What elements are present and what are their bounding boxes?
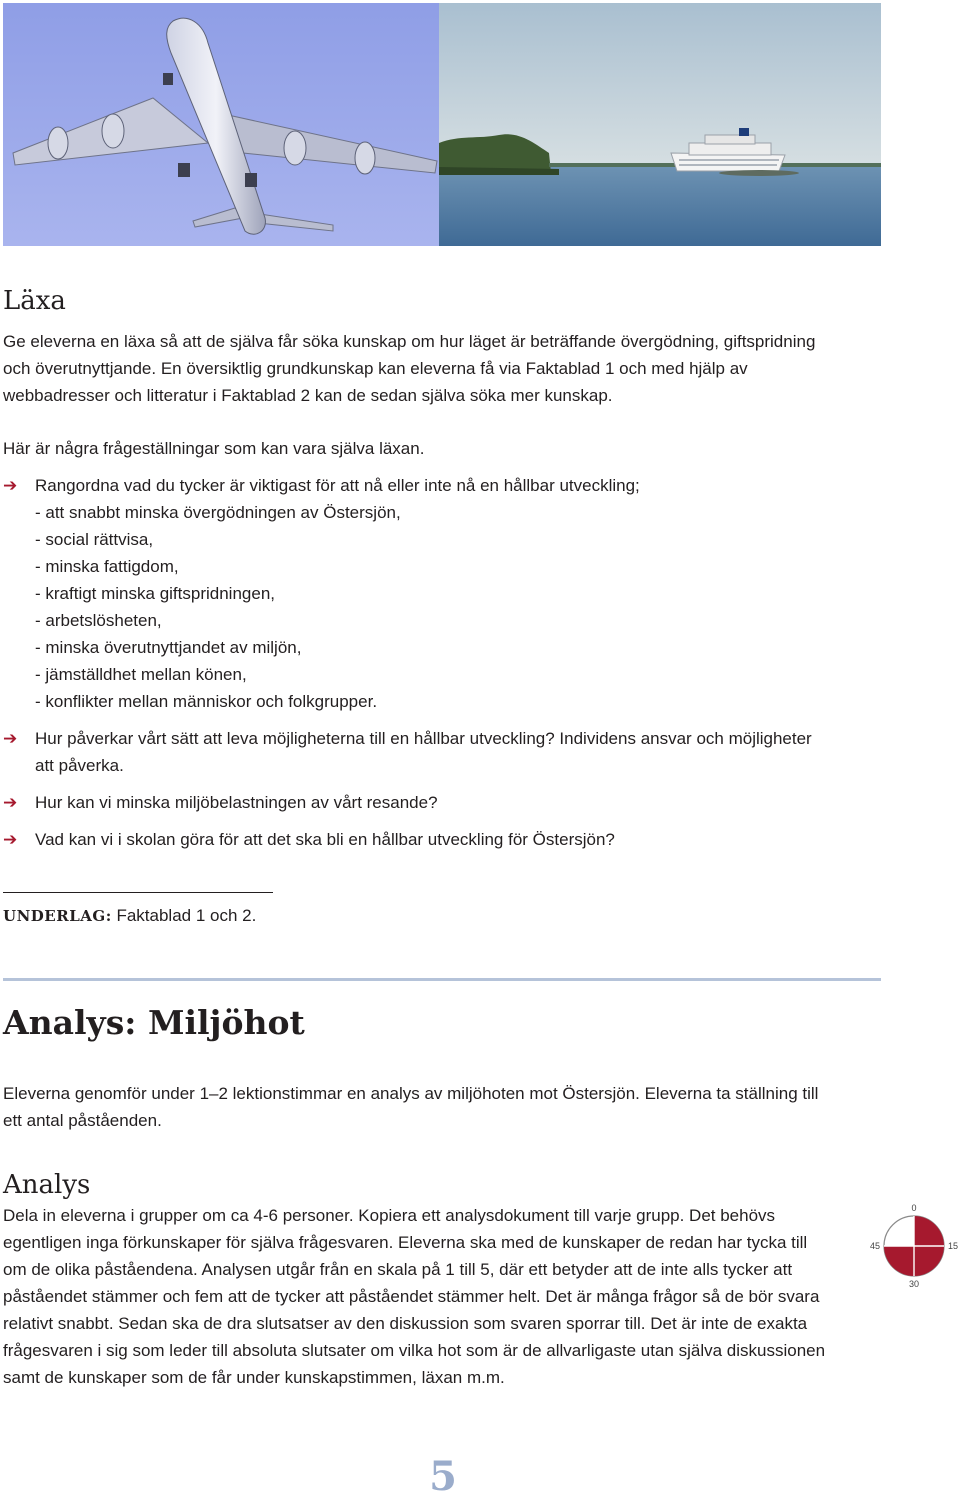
text-line: - att snabbt minska övergödningen av Östersjön,	[35, 503, 401, 522]
text-line: om de olika påståendena. Analysen utgår från en skala på 1 till 5, där ett betyder att de inte alls tycker att	[3, 1260, 793, 1279]
text-line: - konflikter mellan människor och folkgrupper.	[35, 692, 378, 711]
text-line: samt de kunskaper som de får under kunskapstimmen, läxan m.m.	[3, 1368, 505, 1387]
arrow-right-icon: ➔	[3, 830, 18, 849]
question-item	[3, 472, 883, 715]
clock-label-top: 0	[911, 1203, 917, 1213]
text-line: Hur kan vi minska miljöbelastningen av vårt resande?	[35, 793, 438, 812]
analys-paragraph	[3, 1202, 883, 1391]
text-line: relativt snabbt. Sedan ska de dra slutsatser av den diskussion som svaren sporrar till. Det är inte de exakta	[3, 1314, 808, 1333]
page-number: 5	[429, 1453, 457, 1500]
airplane-photo	[3, 3, 439, 246]
question-item	[3, 725, 883, 779]
text-line: och överutnyttjande. En översiktlig grundkunskap kan eleverna få via Faktablad 1 och med hjälp av	[3, 359, 748, 378]
laxa-heading: Läxa	[3, 286, 66, 316]
arrow-right-icon: ➔	[3, 476, 18, 495]
text-line: Dela in eleverna i grupper om ca 4-6 personer. Kopiera ett analysdokument till varje grupp. Det behövs	[3, 1206, 776, 1225]
laxa-intro: Här är några frågeställningar som kan vara själva läxan.	[3, 439, 425, 458]
analys-miljohot-paragraph	[3, 1080, 903, 1134]
analys-heading: Analys	[3, 1170, 91, 1200]
analys-miljohot-heading: Analys: Miljöhot	[3, 1003, 305, 1042]
question-item	[3, 789, 883, 816]
text-line: - minska fattigdom,	[35, 557, 179, 576]
text-line: - kraftigt minska giftspridningen,	[35, 584, 275, 603]
time-clock-icon	[868, 1200, 960, 1292]
text-line: webbadresser och litteratur i Faktablad 2 kan de sedan själva söka mer kunskap.	[3, 386, 613, 405]
text-line: egentligen inga förkunskaper för själva frågesvaren. Eleverna ska med de kunskaper de redan har tycka till	[3, 1233, 808, 1252]
text-line: Vad kan vi i skolan göra för att det ska bli en hållbar utveckling för Östersjön?	[35, 830, 615, 849]
text-line: - jämställdhet mellan könen,	[35, 665, 247, 684]
arrow-right-icon: ➔	[3, 729, 18, 748]
clock-label-right: 15	[947, 1241, 959, 1251]
divider	[3, 892, 273, 893]
underlag-line	[3, 902, 256, 930]
text-line: - arbetslösheten,	[35, 611, 162, 630]
question-list	[3, 472, 883, 853]
text-line: ett antal påståenden.	[3, 1111, 162, 1130]
underlag-text: Faktablad 1 och 2.	[111, 906, 257, 925]
clock-label-left: 45	[869, 1241, 881, 1251]
underlag-label: UNDERLAG:	[3, 907, 112, 925]
text-line: påståendet stämmer och fem att de tycker att påståendet stämmer helt. Det är många frågor så de bör svara	[3, 1287, 820, 1306]
text-line: Hur påverkar vårt sätt att leva möjligheterna till en hållbar utveckling? Individens ansvar och möjligheter	[35, 729, 812, 748]
arrow-right-icon: ➔	[3, 793, 18, 812]
text-line: Rangordna vad du tycker är viktigast för att nå eller inte nå en hållbar utveckling;	[35, 476, 640, 495]
clock-label-bottom: 30	[908, 1279, 920, 1289]
ferry-photo	[439, 3, 881, 246]
text-line: Eleverna genomför under 1–2 lektionstimmar en analys av miljöhoten mot Östersjön. Eleverna ta ställning till	[3, 1084, 819, 1103]
text-line: Ge eleverna en läxa så att de själva får söka kunskap om hur läget är beträffande övergödning, giftspridning	[3, 332, 816, 351]
header-photos	[3, 3, 881, 246]
text-line: att påverka.	[35, 756, 124, 775]
question-item	[3, 826, 883, 853]
section-divider	[3, 978, 881, 981]
laxa-paragraph	[3, 328, 903, 409]
text-line: - minska överutnyttjandet av miljön,	[35, 638, 302, 657]
text-line: frågesvaren i sig som leder till absoluta slutsater om vilka hot som är de allvarligaste utan själva diskussionen	[3, 1341, 826, 1360]
text-line: - social rättvisa,	[35, 530, 154, 549]
